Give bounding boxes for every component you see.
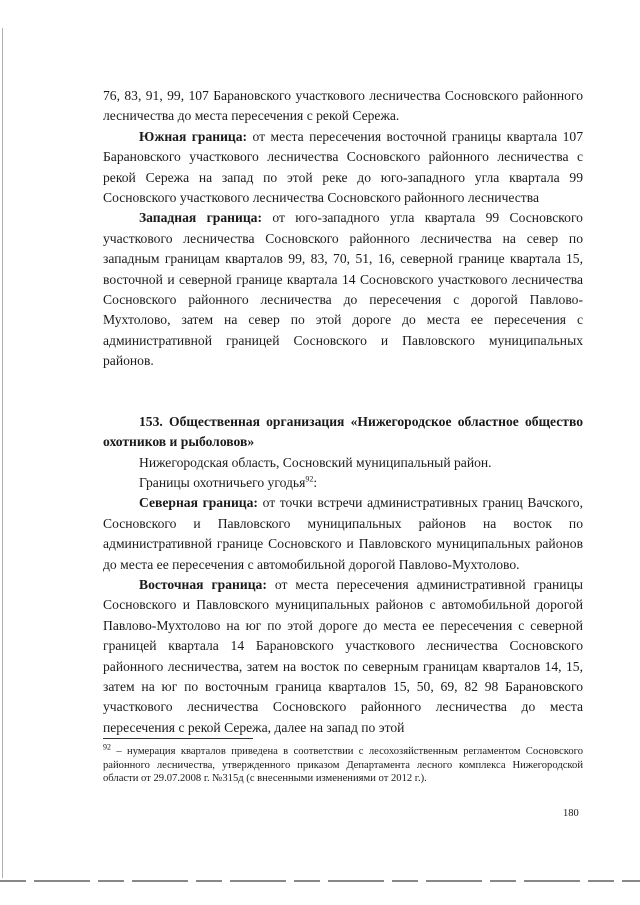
footnote-number: 92	[103, 742, 111, 752]
scan-edge-line	[0, 880, 640, 882]
section-heading: 153. Общественная организация «Нижегородское областное общество охотников и рыболовов»	[103, 413, 583, 450]
south-boundary-text: от места пересечения восточной границы квартала 107 Барановского участкового лесничества Сосновского районного лесничества с рекой Сережа на запад по этой реке до юго-западного угла квартала 99 Сосновского участкового лесничества Сосновского районного лесничества	[103, 128, 584, 206]
scan-margin-line	[2, 28, 3, 878]
continuation-paragraph: 76, 83, 91, 99, 107 Барановского участкового лесничества Сосновского районного лесничества до места пересечения с рекой Сережа.	[103, 88, 583, 124]
east-boundary-label: Восточная граница:	[139, 576, 267, 592]
north-boundary-text: от точки встречи административных границ Вачского, Сосновского и Павловского муниципальных районов на восток по административной границе Сосновского и Павловского муниципальных районов до места ее пересечения с автомобильной дорогой Павлово-Мухтолово.	[103, 495, 583, 572]
south-boundary-paragraph	[103, 127, 583, 209]
main-text	[103, 86, 583, 738]
region-line: Нижегородская область, Сосновский муниципальный район.	[139, 454, 492, 470]
boundaries-intro: Границы охотничьего угодья$^{92}$:	[139, 474, 318, 490]
north-boundary-paragraph	[103, 493, 583, 575]
west-boundary-text: от юго-западного угла квартала 99 Сосновского участкового лесничества Сосновского районного лесничества на север по западным границам кварталов 99, 83, 70, 51, 16, северной границе квартала 15, восточной и северной границе квартала 14 Сосновского участкового лесничества Сосновского районного лесничества до пересечения с дорогой Павлово-Мухтолово, затем на север по этой дороге до места ее пересечения с административной границей Сосновского и Павловского муниципальных районов.	[103, 210, 583, 369]
west-boundary-label: Западная граница:	[139, 210, 262, 226]
page-number: 180	[563, 808, 579, 819]
east-boundary-text: от места пересечения административной границы Сосновского и Павловского муниципальных районов с автомобильной дорогой Павлово-Мухтолово на юг по этой дороге до места ее пересечения с северной границей квартала 14 Барановского участкового лесничества Сосновского районного лесничества, затем на восток по северным границам кварталов 14, 15, затем на юг по восточным граница кварталов 15, 50, 69, 82 98 Барановского участкового лесничества Сосновского районного лесничества до места пересечения с рекой Сережа, далее на запад по этой	[103, 576, 583, 735]
footnote	[103, 742, 583, 786]
west-boundary-paragraph	[103, 208, 583, 371]
north-boundary-label: Северная граница:	[139, 495, 258, 511]
east-boundary-paragraph	[103, 575, 583, 738]
footnote-reference[interactable]: 92	[305, 474, 314, 484]
south-boundary-label: Южная граница:	[139, 128, 248, 144]
footnote-text: – нумерация кварталов приведена в соответствии с лесохозяйственным регламентом Сосновского районного лесничества, утвержденного приказом Департамента лесного комплекса Нижегородской области от 29.07.2008 г. №315д (с внесенными изменениями от 2012 г.).	[103, 746, 583, 784]
footnote-separator	[103, 738, 253, 739]
